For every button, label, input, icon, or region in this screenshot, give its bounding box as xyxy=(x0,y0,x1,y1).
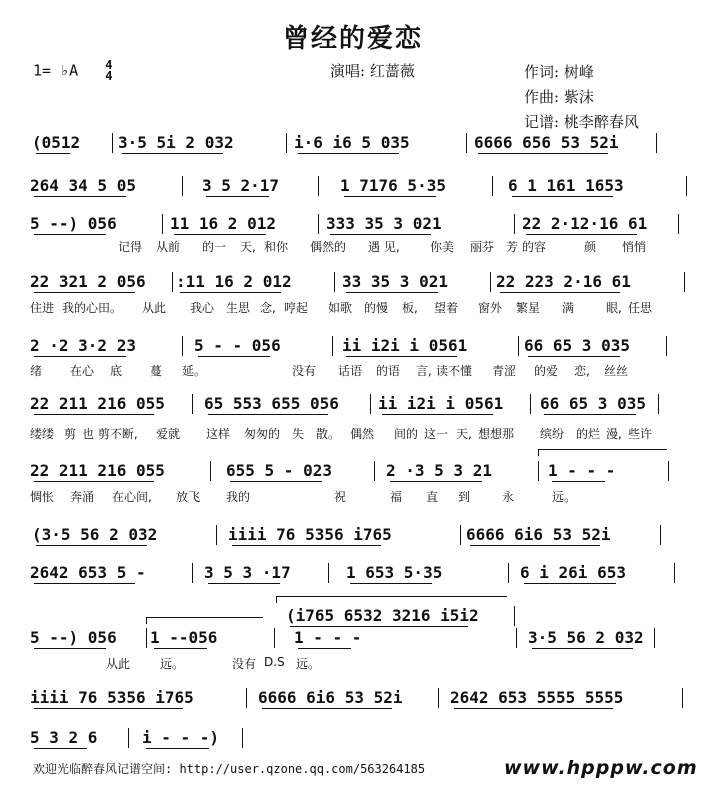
lyric-word: 望着 xyxy=(434,301,459,315)
footer-text: 欢迎光临醉春风记谱空间: http://user.qzone.qq.com/563264185 xyxy=(33,762,426,776)
lyric-word: 在心 xyxy=(70,364,95,378)
beam-line xyxy=(36,545,147,546)
lyric-word: 满 xyxy=(562,301,575,315)
measure-notes: iiii 76 5356 i765 xyxy=(30,688,194,707)
measure-notes: 264 34 5 05 xyxy=(30,176,136,195)
measure-notes: 1 - - - xyxy=(294,628,362,647)
beam-line xyxy=(470,545,600,546)
lyric-word: 底 xyxy=(110,364,123,378)
bar-line xyxy=(328,563,329,583)
bar-line xyxy=(490,272,491,292)
lyric-word: 板, xyxy=(402,301,418,315)
bar-line xyxy=(518,336,519,356)
measure-notes: iiii 76 5356 i765 xyxy=(228,525,392,544)
lyric-word: 住进 xyxy=(30,301,55,315)
bar-line xyxy=(210,461,211,481)
lyric-word: 生思 xyxy=(226,301,251,315)
bar-line xyxy=(658,394,659,414)
lyric-word: 绪 xyxy=(30,364,43,378)
measure-notes: 22 2·12·16 61 xyxy=(522,214,648,233)
lyric-word: 在心间, xyxy=(112,490,152,504)
measure-notes: 2642 653 5555 5555 xyxy=(450,688,624,707)
beam-line xyxy=(390,481,482,482)
bar-line xyxy=(538,461,539,481)
measure-notes: 6 1 161 1653 xyxy=(508,176,624,195)
measure-notes: 22 211 216 055 xyxy=(30,394,165,413)
lyric-word: 记得 xyxy=(118,240,143,254)
measure-notes: 5 --) 056 xyxy=(30,214,117,233)
lyric-word: 的一 xyxy=(202,240,227,254)
credits-block xyxy=(524,60,639,135)
beam-line xyxy=(346,292,438,293)
measure-notes: 2 ·3 5 3 21 xyxy=(386,461,492,480)
lyric-word: 我的 xyxy=(226,490,251,504)
lyric-word: 窗外 xyxy=(478,301,503,315)
bar-line xyxy=(466,133,467,153)
bar-line xyxy=(668,461,669,481)
lyric-word: 放飞 xyxy=(176,490,201,504)
notation-row xyxy=(30,176,686,198)
lyric-word: 我的心田。 xyxy=(62,301,123,315)
lyric-word: 丽芬 xyxy=(470,240,495,254)
beam-line xyxy=(34,292,135,293)
bar-line xyxy=(514,606,515,626)
bar-line xyxy=(516,628,517,648)
lyric-word: 繁星 xyxy=(516,301,541,315)
measure-notes: 22 223 2·16 61 xyxy=(496,272,631,291)
lyric-word: 的语 xyxy=(376,364,401,378)
measure-notes: 22 321 2 056 xyxy=(30,272,146,291)
measure-notes: i·6 i6 5 035 xyxy=(294,133,410,152)
lyric-word: 从前 xyxy=(156,240,181,254)
measure-notes: 6 i 26i 653 xyxy=(520,563,626,582)
bar-line xyxy=(334,272,335,292)
measure-notes: 3 5 2·17 xyxy=(202,176,280,195)
beam-line xyxy=(34,583,135,584)
measure-notes: 3·5 5i 2 032 xyxy=(118,133,234,152)
lyric-word: 间的 xyxy=(394,427,419,441)
beam-line xyxy=(206,196,269,197)
time-sig-top: 4 xyxy=(105,58,113,72)
bar-line xyxy=(216,525,217,545)
bar-line xyxy=(530,394,531,414)
beam-line xyxy=(298,648,351,649)
lyric-word: 遇 见, xyxy=(368,240,400,254)
bar-line xyxy=(374,461,375,481)
notation-row xyxy=(30,628,686,650)
beam-line xyxy=(382,414,493,415)
bar-line xyxy=(162,214,163,234)
measure-notes: 66 65 3 035 xyxy=(524,336,630,355)
bar-line xyxy=(286,133,287,153)
lyric-word: 和你 xyxy=(264,240,289,254)
beam-line xyxy=(528,356,620,357)
measure-notes: 6666 6i6 53 52i xyxy=(258,688,403,707)
measure-notes: 65 553 655 056 xyxy=(204,394,339,413)
beam-line xyxy=(208,414,328,415)
notation-row xyxy=(30,688,686,710)
measure-notes: 5 --) 056 xyxy=(30,628,117,647)
measure-notes: 66 65 3 035 xyxy=(540,394,646,413)
beam-line xyxy=(552,481,605,482)
notation-row xyxy=(30,606,686,628)
beam-line xyxy=(146,748,209,749)
beam-line xyxy=(34,481,154,482)
song-title: 曾经的爱恋 xyxy=(282,24,423,54)
lyric-word: 的慢 xyxy=(364,301,389,315)
beam-line xyxy=(330,234,431,235)
lyric-word: 偶然 xyxy=(350,427,375,441)
beam-line xyxy=(232,545,381,546)
bar-line xyxy=(492,176,493,196)
beam-line xyxy=(34,748,87,749)
volta-bracket-1 xyxy=(538,449,667,456)
lyric-word: 直 xyxy=(426,490,439,504)
lyric-word: 匆匆的 xyxy=(244,427,281,441)
notation-row xyxy=(30,272,686,294)
beam-line xyxy=(34,356,126,357)
beam-line xyxy=(198,356,270,357)
measure-notes: 1 - - - xyxy=(548,461,616,480)
beam-line xyxy=(34,234,106,235)
bar-line xyxy=(678,214,679,234)
key-label: 1= ♭A xyxy=(33,61,79,80)
lyric-word: 漫, xyxy=(606,427,622,441)
beam-line xyxy=(298,153,399,154)
bar-line xyxy=(660,525,661,545)
lyric-word: 从此 xyxy=(106,657,131,671)
beam-line xyxy=(346,356,457,357)
lyric-word: 言, xyxy=(416,364,432,378)
measure-notes: 33 35 3 021 xyxy=(342,272,448,291)
bar-line xyxy=(684,272,685,292)
bar-line xyxy=(182,176,183,196)
lyric-word: 丝丝 xyxy=(604,364,629,378)
measure-notes: 5 3 2 6 xyxy=(30,728,98,747)
bar-line xyxy=(242,728,243,748)
beam-line xyxy=(174,234,266,235)
bar-line xyxy=(332,336,333,356)
measure-notes: 1 653 5·35 xyxy=(346,563,443,582)
lyric-word: 到 xyxy=(458,490,471,504)
bar-line xyxy=(654,628,655,648)
measure-notes: 1 7176 5·35 xyxy=(340,176,446,195)
bar-line xyxy=(514,214,515,234)
lyric-word: 永 xyxy=(502,490,515,504)
lyric-word: 蔓 xyxy=(150,364,163,378)
beam-line xyxy=(500,292,620,293)
beam-line xyxy=(34,648,106,649)
beam-line xyxy=(122,153,223,154)
measure-notes: 2642 653 5 - xyxy=(30,563,146,582)
measure-notes: 3·5 56 2 032 xyxy=(528,628,644,647)
lyric-word: 失 xyxy=(292,427,305,441)
beam-line xyxy=(180,292,281,293)
bar-line xyxy=(318,214,319,234)
site-watermark: www.hpppw.com xyxy=(504,757,698,779)
beam-line xyxy=(512,196,613,197)
lyric-word: 祝 xyxy=(334,490,347,504)
measure-notes: ii i2i i 0561 xyxy=(378,394,504,413)
measure-notes: 3 5 3 ·17 xyxy=(204,563,291,582)
lyric-word: 没有 xyxy=(292,364,317,378)
lyric-word: 天, xyxy=(240,240,256,254)
beam-line xyxy=(154,648,207,649)
measure-notes: (0512 xyxy=(32,133,81,152)
bar-line xyxy=(674,563,675,583)
lyric-word: 也 剪不断, xyxy=(82,427,138,441)
lyric-word: 从此 xyxy=(142,301,167,315)
measure-notes: 11 16 2 012 xyxy=(170,214,276,233)
bar-line xyxy=(656,133,657,153)
measure-notes: (3·5 56 2 032 xyxy=(32,525,158,544)
beam-line xyxy=(34,708,183,709)
beam-line xyxy=(208,583,280,584)
measure-notes: 22 211 216 055 xyxy=(30,461,165,480)
composer-credit: 作曲: 紫沫 xyxy=(524,88,594,106)
measure-notes: i - - -) xyxy=(142,728,220,747)
lyric-word: 偶然的 xyxy=(310,240,347,254)
lyric-word: 缕缕 xyxy=(30,427,55,441)
lyric-word: 读不懂 xyxy=(436,364,473,378)
bar-line xyxy=(370,394,371,414)
lyric-word: 的爱 xyxy=(534,364,559,378)
measure-notes: 5 - - 056 xyxy=(194,336,281,355)
lyric-word: D.S xyxy=(264,655,285,669)
volta-bracket-3 xyxy=(276,596,507,603)
notation-row xyxy=(30,461,686,483)
lyric-word: 远。 xyxy=(160,657,185,671)
lyric-word: 远。 xyxy=(552,490,577,504)
lyric-word: 眼, xyxy=(606,301,622,315)
lyric-word: 缤纷 xyxy=(540,427,565,441)
notation-row xyxy=(30,728,686,750)
bar-line xyxy=(112,133,113,153)
lyric-word: 我心 xyxy=(190,301,215,315)
beam-line xyxy=(526,234,637,235)
notation-row xyxy=(30,133,686,155)
bar-line xyxy=(128,728,129,748)
bar-line xyxy=(508,563,509,583)
beam-line xyxy=(350,583,432,584)
bar-line xyxy=(682,688,683,708)
measure-notes: ii i2i i 0561 xyxy=(342,336,468,355)
measure-notes: 6666 6i6 53 52i xyxy=(466,525,611,544)
lyric-word: 话语 xyxy=(338,364,363,378)
lyric-word: 散。 xyxy=(316,427,341,441)
volta-bracket-2 xyxy=(146,617,263,624)
beam-line xyxy=(524,583,616,584)
lyric-word: 念, xyxy=(260,301,276,315)
beam-line xyxy=(290,626,468,627)
lyric-word: 没有 xyxy=(232,657,257,671)
lyric-word: 青涩 xyxy=(492,364,517,378)
lyric-word: 想想那 xyxy=(478,427,515,441)
key-signature xyxy=(33,60,112,82)
lyric-word: 你美 xyxy=(430,240,455,254)
lyric-word: 福 xyxy=(390,490,403,504)
lyric-word: 恋, xyxy=(574,364,590,378)
lyric-word: 如歌 xyxy=(328,301,353,315)
measure-notes: 2 ·2 3·2 23 xyxy=(30,336,136,355)
bar-line xyxy=(686,176,687,196)
bar-line xyxy=(318,176,319,196)
notation-row xyxy=(30,525,686,547)
beam-line xyxy=(34,196,126,197)
lyric-word: 远。 xyxy=(296,657,321,671)
bar-line xyxy=(146,628,147,648)
lyric-word: 任思 xyxy=(628,301,653,315)
lyric-word: 延。 xyxy=(182,364,207,378)
time-sig-bottom: 4 xyxy=(105,69,113,83)
measure-notes: 1 --056 xyxy=(150,628,218,647)
lyric-word: 惆怅 xyxy=(30,490,55,504)
bar-line xyxy=(274,628,275,648)
notation-row xyxy=(30,563,686,585)
notation-row xyxy=(30,394,686,416)
lyric-word: 颜 xyxy=(584,240,597,254)
time-signature xyxy=(105,60,112,82)
measure-notes: 333 35 3 021 xyxy=(326,214,442,233)
notation-row xyxy=(30,336,686,358)
singer-credit: 演唱: 红蔷薇 xyxy=(330,62,415,80)
measure-notes: (i765 6532 3216 i5i2 xyxy=(286,606,479,625)
beam-line xyxy=(230,481,322,482)
lyric-word: 的烂 xyxy=(576,427,601,441)
lyricist-credit: 作词: 树峰 xyxy=(524,63,594,81)
lyric-word: 天, xyxy=(456,427,472,441)
lyric-word: 奔涌 xyxy=(70,490,95,504)
bar-line xyxy=(246,688,247,708)
lyric-word: 悄悄 xyxy=(622,240,647,254)
notation-row xyxy=(30,214,686,236)
lyric-word: 这一 xyxy=(424,427,449,441)
measure-notes: 655 5 - 023 xyxy=(226,461,332,480)
bar-line xyxy=(172,272,173,292)
beam-line xyxy=(262,708,392,709)
measure-notes: 6666 656 53 52i xyxy=(474,133,619,152)
bar-line xyxy=(666,336,667,356)
beam-line xyxy=(544,414,636,415)
lyric-word: 爱就 xyxy=(156,427,181,441)
bar-line xyxy=(192,394,193,414)
lyric-word: 些许 xyxy=(628,427,653,441)
lyric-word: 这样 xyxy=(206,427,231,441)
beam-line xyxy=(454,708,613,709)
bar-line xyxy=(438,688,439,708)
lyric-word: 芳 的容 xyxy=(506,240,546,254)
bar-line xyxy=(182,336,183,356)
bar-line xyxy=(192,563,193,583)
beam-line xyxy=(478,153,608,154)
measure-notes: :11 16 2 012 xyxy=(176,272,292,291)
beam-line xyxy=(36,153,70,154)
beam-line xyxy=(532,648,633,649)
transcriber-credit: 记谱: 桃李醉春风 xyxy=(524,113,639,131)
lyric-word: 哼起 xyxy=(284,301,309,315)
beam-line xyxy=(34,414,154,415)
lyric-word: 剪 xyxy=(64,427,77,441)
beam-line xyxy=(344,196,436,197)
bar-line xyxy=(460,525,461,545)
